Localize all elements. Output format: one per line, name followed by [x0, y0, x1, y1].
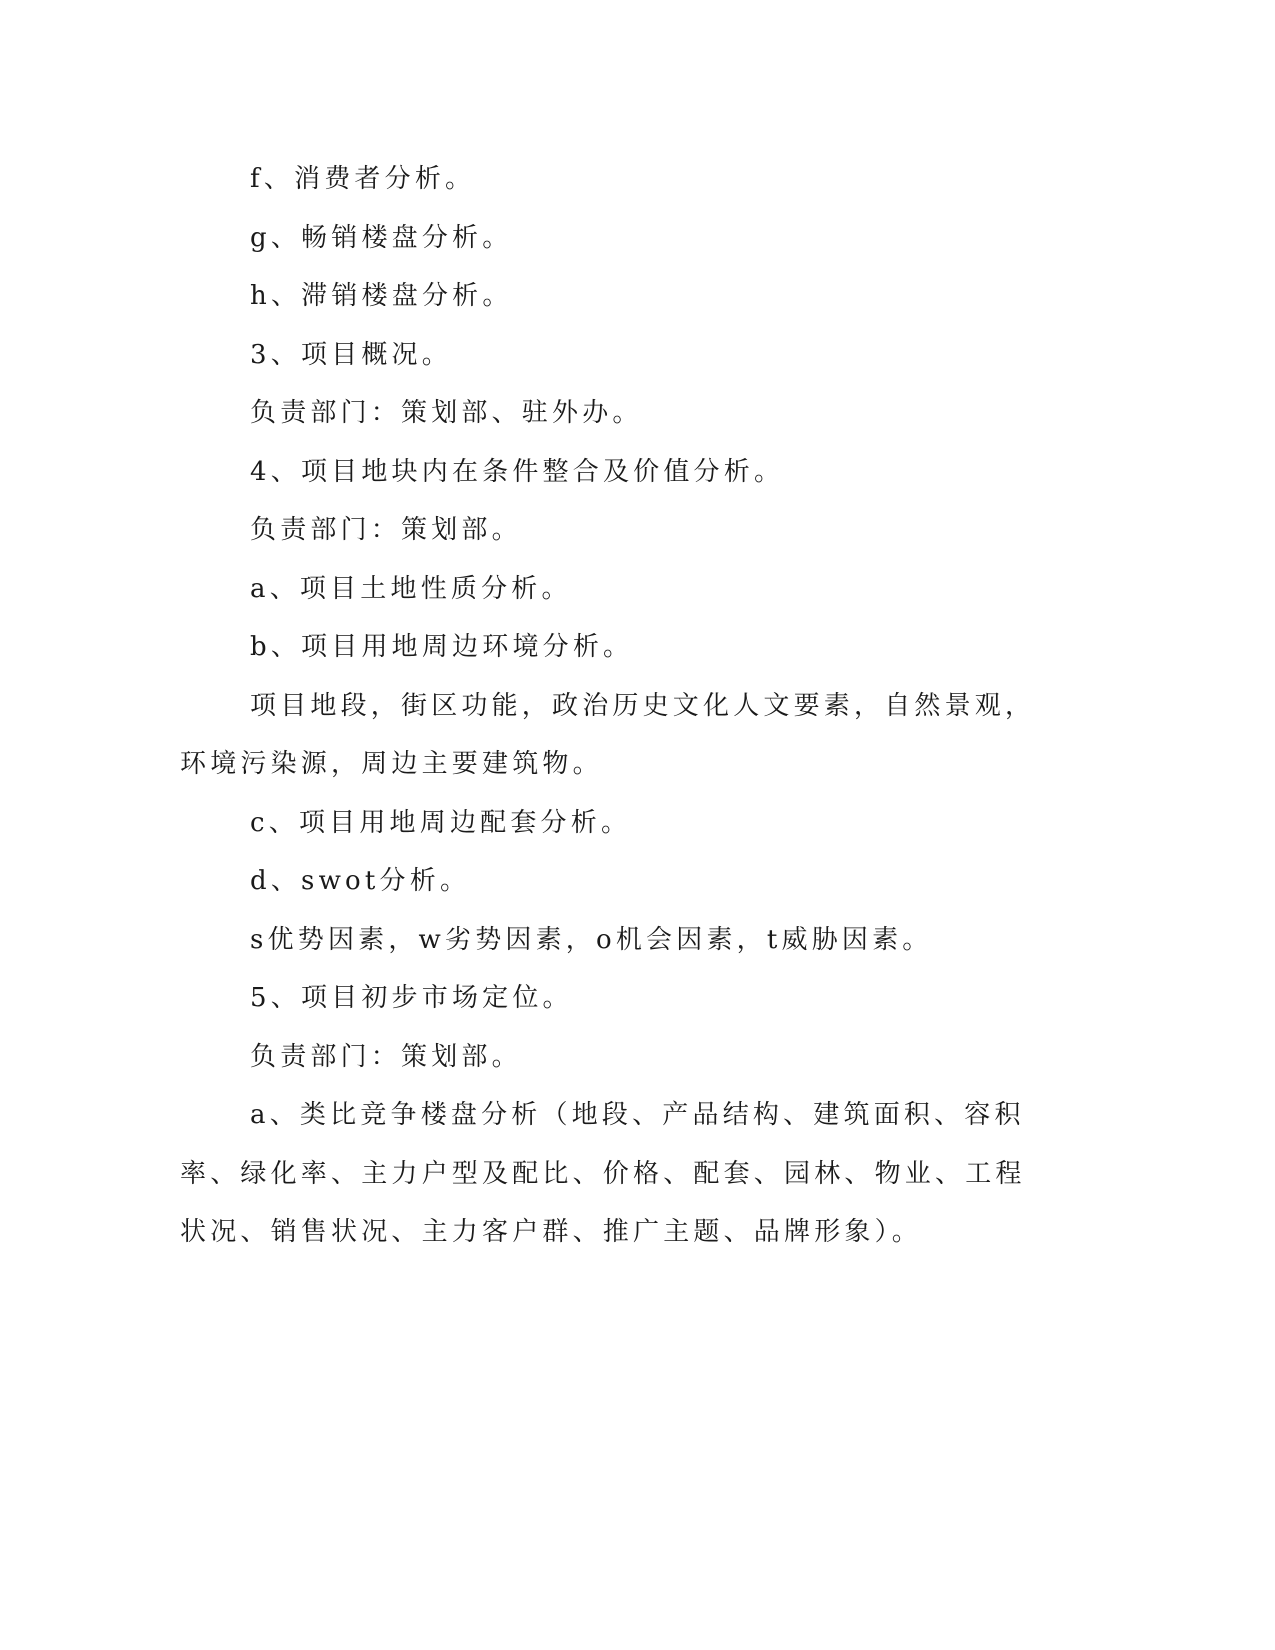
paragraph-swot-analysis: d、swot分析。 [250, 866, 471, 896]
paragraph-responsible-dept-2: 负责部门：策划部。 [250, 515, 522, 545]
paragraph-surrounding-facilities: c、项目用地周边配套分析。 [250, 807, 632, 838]
paragraph-swot-details: s优势因素，w劣势因素，o机会因素，t威胁因素。 [250, 924, 933, 955]
paragraph-project-overview: 3、项目概况。 [250, 339, 452, 370]
paragraph-slowseller-analysis: h、滞销楼盘分析。 [250, 281, 513, 311]
paragraph-responsible-dept-1: 负责部门：策划部、驻外办。 [250, 398, 643, 428]
paragraph-consumer-analysis: f、消费者分析。 [250, 164, 476, 194]
paragraph-surrounding-environment: b、项目用地周边环境分析。 [250, 632, 634, 662]
paragraph-bestseller-analysis: g、畅销楼盘分析。 [250, 222, 513, 253]
paragraph-market-positioning: 5、项目初步市场定位。 [250, 983, 573, 1013]
paragraph-responsible-dept-3: 负责部门：策划部。 [250, 1041, 522, 1072]
document-page [180, 150, 1040, 1262]
paragraph-land-nature: a、项目土地性质分析。 [250, 573, 572, 604]
paragraph-competitor-analysis: a、类比竞争楼盘分析（地段、产品结构、建筑面积、容积率、绿化率、主力户型及配比、价格、配套、园林、物业、工程状况、销售状况、主力客户群、推广主题、品牌形象）。 [180, 1100, 1026, 1247]
paragraph-environment-details: 项目地段，街区功能，政治历史文化人文要素，自然景观，环境污染源，周边主要建筑物。 [180, 690, 1036, 779]
paragraph-land-value-analysis: 4、项目地块内在条件整合及价值分析。 [250, 456, 785, 487]
